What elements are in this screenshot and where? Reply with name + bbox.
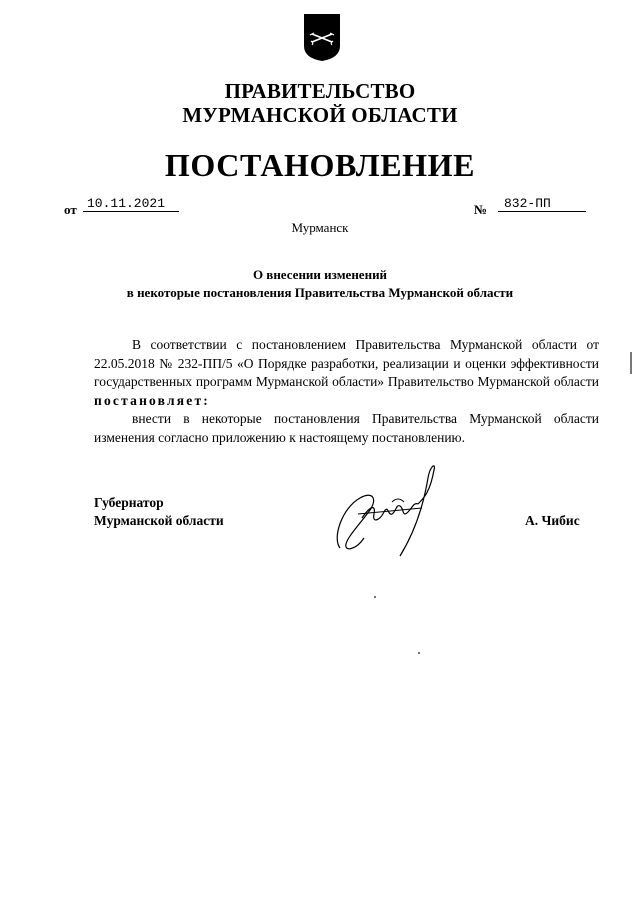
body-paragraph-2: внести в некоторые постановления Правительства Мурманской области изменения согласно приложению к настоящему постановлению. xyxy=(94,411,599,445)
document-number: 832-ПП xyxy=(498,196,586,212)
document-date: 10.11.2021 xyxy=(83,196,179,212)
scan-speck xyxy=(374,596,376,598)
body-paragraph-1 xyxy=(94,336,599,410)
signatory-position-line2: Мурманской области xyxy=(94,513,224,528)
resolution-title-line2: в некоторые постановления Правительства Мурманской области xyxy=(126,285,514,300)
document-type-title: ПОСТАНОВЛЕНИЕ xyxy=(164,147,476,183)
number-prefix: № xyxy=(474,202,488,217)
city-name: Мурманск xyxy=(291,220,349,235)
resolves-keyword: постановляет: xyxy=(94,392,210,408)
scan-edge-mark xyxy=(630,352,632,374)
resolution-title-line1: О внесении изменений xyxy=(252,267,388,282)
coat-of-arms-icon xyxy=(302,12,342,62)
handwritten-signature xyxy=(330,458,450,568)
org-name-line2: МУРМАНСКОЙ ОБЛАСТИ xyxy=(182,103,458,127)
signatory-name: А. Чибис xyxy=(525,513,580,528)
signatory-position-line1: Губернатор xyxy=(94,495,164,510)
date-prefix: от xyxy=(64,202,77,217)
signatory-position xyxy=(94,494,224,530)
scan-speck xyxy=(418,652,420,654)
resolution-body xyxy=(94,336,599,447)
paragraph-1-text: В соответствии с постановлением Правительства Мурманской области от 22.05.2018 № 232-ПП/5 «О Порядке разработки, реализации и оценки эффективности государственных программ Мурманской области» Правительство Мурманской области xyxy=(94,337,599,389)
org-name-line1: ПРАВИТЕЛЬСТВО xyxy=(224,79,416,103)
